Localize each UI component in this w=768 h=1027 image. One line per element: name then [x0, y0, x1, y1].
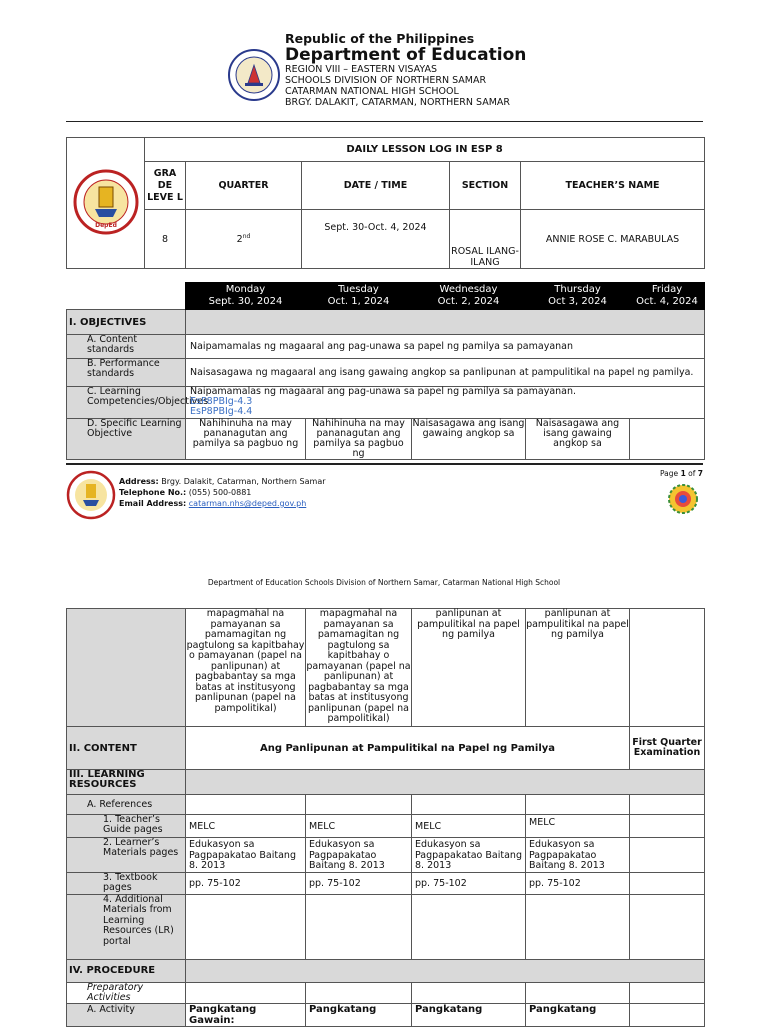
- content-heading: II. CONTENT: [67, 727, 186, 770]
- footer-school-logo: [66, 470, 116, 520]
- day-date: Oct. 2, 2024: [437, 296, 500, 307]
- references-monday: [186, 795, 306, 815]
- section-value: ROSAL ILANG-ILANG: [450, 210, 521, 269]
- activity-friday: [630, 1003, 705, 1026]
- performance-standards-label: B. Performance standards: [67, 359, 186, 387]
- email-label: Email Address:: [119, 499, 187, 508]
- email-link[interactable]: catarman.nhs@deped.gov.ph: [188, 499, 307, 508]
- am-thursday: [526, 894, 630, 959]
- content-standards-label: A. Content standards: [67, 335, 186, 359]
- activity-thursday: Pangkatang: [526, 1003, 630, 1026]
- objectives-heading-fill: [186, 310, 705, 335]
- am-label: 4. Additional Materials from Learning Resources (LR) portal: [67, 894, 186, 959]
- activity-monday: Pangkatang Gawain:: [186, 1003, 306, 1026]
- specific-objective-monday: Nahihinuha na may pananagutan ang pamilya sa pagbuo ng: [186, 419, 306, 460]
- resources-heading-fill: [186, 770, 705, 795]
- footer-divider: [66, 463, 703, 465]
- performance-standards-value: Naisasagawa ng magaaral ang isang gawaing angkop sa panlipunan at pampulitikal na papel ng pamilya.: [186, 359, 705, 387]
- specific-objective-tuesday: Nahihinuha na may pananagutan ang pamilya sa pagbuo ng: [306, 419, 412, 460]
- republic-heading: Republic of the Philippines: [285, 31, 475, 46]
- tg-label: 1. Teacher’s Guide pages: [67, 815, 186, 838]
- continuation-tuesday: mapagmahal na pamayanan sa pamamagitan ng pagtulong sa kapitbahay o pamayanan (papel na panlipunan) at pagbabantay sa mga batas at institusyong panlipunan (papel na pampolitikal): [306, 609, 412, 727]
- header-divider: [66, 121, 703, 122]
- specific-objective-thursday: Naisasagawa ang isang gawaing angkop sa: [526, 419, 630, 460]
- day-date: Sept. 30, 2024: [208, 296, 283, 307]
- region-line: REGION VIII – EASTERN VISAYAS: [285, 64, 437, 75]
- continuation-thursday: panlipunan at pampulitikal na papel ng pamilya: [526, 609, 630, 727]
- tg-thursday: MELC: [526, 815, 630, 838]
- footer-email: [119, 499, 306, 508]
- school-logo-cell: [67, 138, 145, 269]
- activity-wednesday: Pangkatang: [412, 1003, 526, 1026]
- division-line: SCHOOLS DIVISION OF NORTHERN SAMAR: [285, 75, 487, 86]
- school-line: CATARMAN NATIONAL HIGH SCHOOL: [285, 86, 459, 97]
- prep-friday: [630, 982, 705, 1003]
- continuation-label-cell: [67, 609, 186, 727]
- tb-friday: [630, 872, 705, 894]
- quarter-number: 2: [236, 234, 243, 246]
- page-total: 7: [697, 469, 704, 478]
- lm-label: 2. Learner’s Materials pages: [67, 838, 186, 873]
- deped-seal-logo: [228, 49, 280, 101]
- prep-wednesday: [412, 982, 526, 1003]
- friday-exam: First Quarter Examination: [630, 727, 705, 770]
- day-wednesday: [412, 283, 526, 310]
- day-tuesday: [306, 283, 412, 310]
- date-header: DATE / TIME: [302, 162, 450, 210]
- lm-thursday: Edukasyon sa Pagpapakatao Baitang 8. 2013: [526, 838, 630, 873]
- continuation-wednesday: panlipunan at pampulitikal na papel ng pamilya: [412, 609, 526, 727]
- competency-code: EsP8PBIg-4.3: [190, 396, 253, 407]
- quarter-value: [186, 210, 302, 269]
- tg-wednesday: MELC: [412, 815, 526, 838]
- tb-wednesday: pp. 75-102: [412, 872, 526, 894]
- references-label: A. References: [67, 795, 186, 815]
- competencies-value: Naipamamalas ng magaaral ang pag-unawa sa papel ng pamilya sa pamayanan.: [190, 386, 577, 397]
- objectives-heading: I. OBJECTIVES: [67, 310, 186, 335]
- day-date: Oct. 4, 2024: [636, 296, 698, 307]
- references-wednesday: [412, 795, 526, 815]
- references-thursday: [526, 795, 630, 815]
- matatag-badge-icon: [667, 483, 699, 515]
- tg-monday: MELC: [186, 815, 306, 838]
- day-thursday: [526, 283, 630, 310]
- specific-objective-friday: [630, 419, 705, 460]
- day-name: Thursday: [554, 284, 601, 295]
- am-tuesday: [306, 894, 412, 959]
- dll-title: DAILY LESSON LOG IN ESP 8: [145, 138, 705, 162]
- address-line: BRGY. DALAKIT, CATARMAN, NORTHERN SAMAR: [285, 97, 511, 108]
- address-value: Brgy. Dalakit, Catarman, Northern Samar: [161, 477, 326, 486]
- grade-header: GRA DE LEVE L: [145, 162, 186, 210]
- prep-monday: [186, 982, 306, 1003]
- competencies-cell: [186, 387, 705, 419]
- department-heading: Department of Education: [285, 45, 527, 65]
- competency-code: EsP8PBIg-4.4: [190, 406, 253, 417]
- lm-monday: Edukasyon sa Pagpapakatao Baitang 8. 2013: [186, 838, 306, 873]
- tb-thursday: pp. 75-102: [526, 872, 630, 894]
- phone-value: (055) 500-0881: [188, 488, 252, 497]
- deped-mark: DepEd: [94, 221, 117, 229]
- resources-heading: III. LEARNING RESOURCES: [67, 770, 186, 795]
- activity-tuesday: Pangkatang: [306, 1003, 412, 1026]
- school-logo: [73, 169, 139, 235]
- day-name: Wednesday: [439, 284, 498, 295]
- day-name: Monday: [225, 284, 266, 295]
- lm-tuesday: Edukasyon sa Pagpapakatao Baitang 8. 2013: [306, 838, 412, 873]
- lesson-table: [66, 608, 705, 1027]
- tg-friday: [630, 815, 705, 838]
- references-tuesday: [306, 795, 412, 815]
- day-date: Oct. 1, 2024: [327, 296, 390, 307]
- page-number: [660, 469, 703, 478]
- day-date: Oct 3, 2024: [548, 296, 607, 307]
- phone-label: Telephone No.:: [119, 488, 187, 497]
- prep-thursday: [526, 982, 630, 1003]
- continuation-monday: mapagmahal na pamayanan sa pamamagitan ng pagtulong sa kapitbahay o pamayanan (papel na panlipunan) at pagbabantay sa mga batas at institusyong panlipunan (papel na pampolitikal): [186, 609, 306, 727]
- quarter-header: QUARTER: [186, 162, 302, 210]
- tb-monday: pp. 75-102: [186, 872, 306, 894]
- grade-value: 8: [145, 210, 186, 269]
- lm-wednesday: Edukasyon sa Pagpapakatao Baitang 8. 2013: [412, 838, 526, 873]
- procedure-heading: IV. PROCEDURE: [67, 959, 186, 982]
- day-friday: [630, 283, 705, 310]
- page-current: 1: [680, 469, 686, 478]
- page-of: of: [688, 469, 696, 478]
- page-prefix: Page: [660, 469, 679, 478]
- references-friday: [630, 795, 705, 815]
- tg-tuesday: MELC: [306, 815, 412, 838]
- teacher-value: ANNIE ROSE C. MARABULAS: [521, 210, 705, 269]
- content-title: Ang Panlipunan at Pampulitikal na Papel ng Pamilya: [186, 727, 630, 770]
- prep-tuesday: [306, 982, 412, 1003]
- am-monday: [186, 894, 306, 959]
- activity-label: A. Activity: [67, 1003, 186, 1026]
- section-header: SECTION: [450, 162, 521, 210]
- prep-label: Preparatory Activities: [67, 982, 186, 1003]
- specific-objective-wednesday: Naisasagawa ang isang gawaing angkop sa: [412, 419, 526, 460]
- day-name: Friday: [651, 284, 683, 295]
- competencies-label: C. Learning Competencies/Objectives: [67, 387, 186, 419]
- date-value: Sept. 30-Oct. 4, 2024: [302, 210, 450, 269]
- tb-tuesday: pp. 75-102: [306, 872, 412, 894]
- teacher-header: TEACHER’S NAME: [521, 162, 705, 210]
- procedure-heading-fill: [186, 959, 705, 982]
- footer-address: [119, 477, 326, 486]
- continuation-friday: [630, 609, 705, 727]
- day-name: Tuesday: [338, 284, 379, 295]
- address-label: Address:: [119, 477, 159, 486]
- tb-label: 3. Textbook pages: [67, 872, 186, 894]
- objectives-table: [66, 282, 705, 460]
- am-wednesday: [412, 894, 526, 959]
- day-monday: [186, 283, 306, 310]
- content-standards-value: Naipamamalas ng magaaral ang pag-unawa sa papel ng pamilya sa pamayanan: [186, 335, 705, 359]
- footer-phone: [119, 488, 251, 497]
- info-table: [66, 137, 705, 269]
- lm-friday: [630, 838, 705, 873]
- running-header: Department of Education Schools Division of Northern Samar, Catarman National High School: [207, 578, 561, 587]
- quarter-suffix: nd: [242, 232, 251, 240]
- specific-objective-label: D. Specific Learning Objective: [67, 419, 186, 460]
- am-friday: [630, 894, 705, 959]
